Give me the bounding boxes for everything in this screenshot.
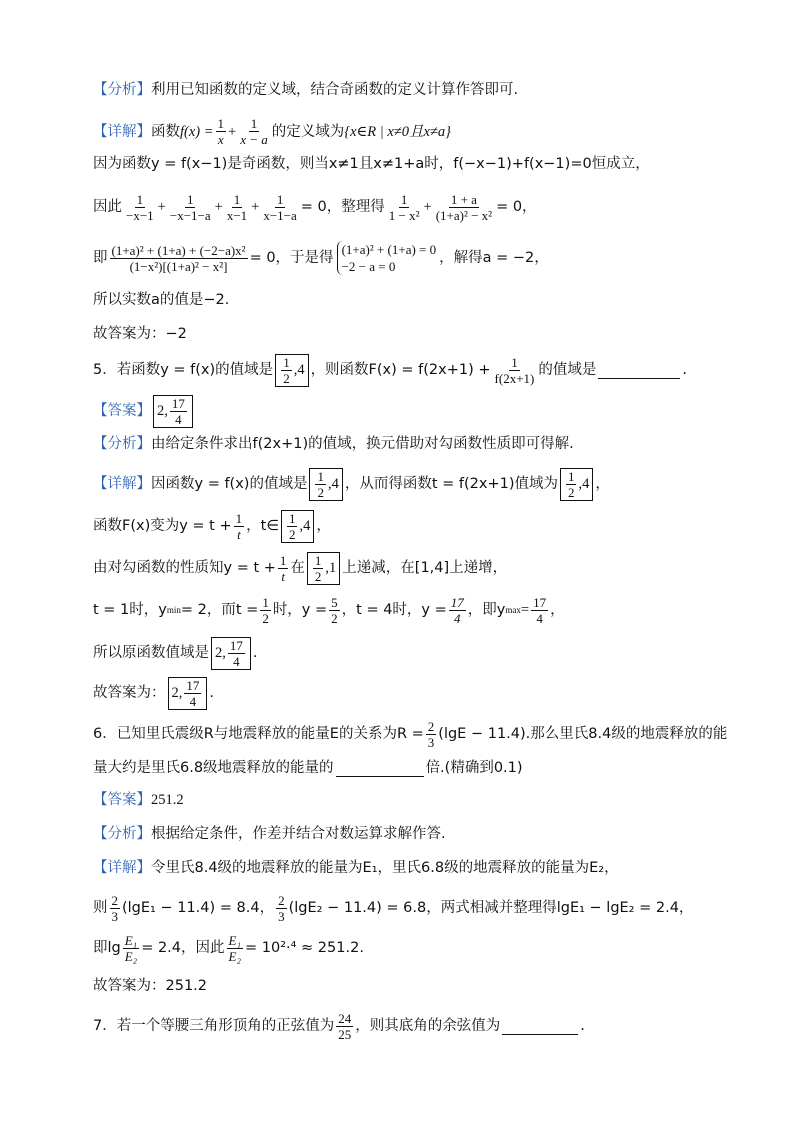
- math-text: 3: [111, 908, 118, 924]
- math-text: t: [281, 568, 285, 584]
- math-text: 1: [235, 510, 243, 526]
- math-text: E₂: [228, 948, 241, 964]
- math-text: 5: [331, 594, 338, 610]
- math-text: 1: [186, 191, 194, 207]
- p4-detail-2: 因为函数y = f(x−1)是奇函数，则当x≠1且x≠1+a时，f(−x−1)+f(x−1)=0恒成立，: [93, 156, 650, 172]
- math-text: ,4: [578, 476, 590, 492]
- q5-answer: [93, 396, 734, 426]
- q6-detail-1: 【详解】 令里氏8.4级的地震释放的能量为E₁，里氏6.8级的地震释放的能量为E₂，: [93, 860, 619, 876]
- math-text: 17: [171, 395, 185, 411]
- math-text: 1 − x²: [388, 207, 420, 223]
- math-text: min: [166, 605, 181, 615]
- math-text: (1+a)² + (1+a) + (−2−a)x²: [111, 242, 246, 258]
- analysis-tag: 【分析】: [93, 82, 151, 98]
- math-text: (1+a)² − x²: [435, 207, 493, 223]
- math-text: 1: [511, 354, 518, 370]
- fraction: [238, 116, 270, 147]
- q6-answer: [93, 790, 734, 810]
- math-text: [281, 510, 314, 543]
- answer-interval: [153, 395, 193, 428]
- math-text: 2: [278, 892, 285, 908]
- fraction: [260, 595, 271, 626]
- fraction: [566, 469, 577, 500]
- math-text: −x−1−a: [169, 207, 211, 223]
- fraction: [493, 355, 537, 386]
- math-text: 4: [536, 610, 543, 626]
- math-text: 1: [279, 552, 287, 568]
- fraction: [449, 595, 466, 626]
- fraction: [123, 933, 139, 964]
- fraction: [426, 719, 437, 750]
- detail-tag: 【详解】: [93, 123, 151, 140]
- math-text: x − a: [240, 132, 268, 147]
- q5-detail-4: t = 1时，y min = 2，而t = $\frac{1}{2}$ 时，y = $\frac{5}{2}$ ，t = 4时，y = $\frac{17}{4}$ ，即y max = $\frac{17}{4}$ ，: [93, 594, 565, 626]
- math-text: [560, 468, 593, 501]
- math-text: (1−x²)[(1+a)² − x²]: [129, 258, 228, 274]
- fraction: [276, 893, 287, 924]
- math-text: [168, 677, 208, 710]
- math-text: 1: [250, 116, 258, 131]
- math-text: 1: [276, 191, 284, 207]
- math-text: 1: [136, 191, 144, 207]
- math-text: 1: [217, 116, 225, 131]
- math-text: t: [237, 526, 241, 542]
- math-text: 4: [233, 653, 240, 669]
- math-text: 1 + a: [450, 191, 477, 207]
- fraction: [278, 553, 289, 584]
- q5-detail-2: 函数F(x)变为y = t + $\frac{1}{t}$ ，t∈ $\frac{1}{2}$ ,4 ，: [93, 510, 331, 542]
- fraction: [315, 469, 326, 500]
- q7-stem: 7．若一个等腰三角形顶角的正弦值为 $\frac{24}{25}$ ，则其底角的余弦值为 .: [93, 1010, 585, 1042]
- math-text: [211, 637, 251, 670]
- math-text: x−1: [226, 207, 248, 223]
- math-text: 3: [427, 734, 435, 750]
- fraction: [110, 243, 248, 274]
- math-text: x−1−a: [263, 207, 297, 223]
- math-text: 1: [233, 191, 241, 207]
- fraction: [387, 192, 422, 223]
- math-text: 2: [262, 610, 269, 626]
- math-text: [309, 468, 342, 501]
- fraction: [329, 595, 340, 626]
- math-text: f(2x+1): [494, 370, 535, 386]
- math-text: 1: [317, 468, 324, 484]
- math-text: ,4: [293, 362, 305, 378]
- math-text: 1: [314, 552, 322, 568]
- fraction: [281, 355, 292, 386]
- answer-tag: 【答案】: [93, 403, 151, 419]
- math-text: ,4: [327, 476, 339, 492]
- fraction: [225, 192, 249, 223]
- detail-tag: 【详解】: [93, 860, 151, 876]
- math-text: 1: [283, 354, 290, 370]
- math-text: 2: [331, 610, 338, 626]
- fraction: [336, 1011, 353, 1042]
- fraction: [227, 933, 243, 964]
- math-text: 251.2: [151, 792, 184, 808]
- q5-answer-line: 故答案为： 2, $\frac{17}{4}$ .: [93, 677, 214, 709]
- fraction: [434, 192, 494, 223]
- fraction: [168, 192, 213, 223]
- math-text: +: [157, 199, 166, 215]
- q6-stem-2: 量大约是里氏6.8级地震释放的能量的 倍.(精确到0.1): [93, 760, 523, 776]
- math-text: E₁: [228, 932, 241, 948]
- analysis-tag: 【分析】: [93, 826, 151, 842]
- math-text: ,1: [325, 560, 337, 576]
- fraction: [313, 553, 324, 584]
- math-text: (1+a)² + (1+a) = 0: [341, 242, 437, 257]
- math-text: 17: [229, 637, 243, 653]
- p4-detail-4: 即 $\frac{\text{(1+a)² + (1+a) + (−2−a)x²}}{\text{(1−x²)[(1+a)² − x²]}}$ = 0，于是得 (1+a)² + (1+a) = 0 −2 − a = 0 ，解得a = −2，: [93, 242, 549, 274]
- math-text: 2: [288, 526, 296, 542]
- fraction: [287, 511, 298, 542]
- math-text: 2,: [157, 403, 168, 419]
- fraction: [124, 192, 156, 223]
- math-text: 4: [454, 610, 461, 626]
- fraction: [234, 511, 245, 542]
- math-text: 24: [338, 1010, 352, 1026]
- fraction: [261, 192, 298, 223]
- math-text: E₁: [124, 932, 138, 948]
- p4-answer-line: 故答案为：−2: [93, 326, 187, 342]
- math-text: 2: [317, 484, 324, 500]
- math-text: 2,: [215, 645, 226, 661]
- math-text: 1: [262, 594, 269, 610]
- math-text: 3: [278, 908, 285, 924]
- math-text: {x∈R | x≠0且x≠a}: [344, 123, 451, 140]
- q6-stem-1: 6．已知里氏震级R与地震释放的能量E的关系为R = $\frac{2}{3}$ (lgE − 11.4).那么里氏8.4级的地震释放的能: [93, 718, 728, 750]
- q5-detail-3: 由对勾函数的性质知y = t + $\frac{1}{t}$ 在 $\frac{1}{2}$ ,1 上递减，在[1,4]上递增，: [93, 552, 508, 584]
- math-text: +: [214, 199, 223, 215]
- math-text: E₂: [124, 948, 138, 964]
- q6-answer-line: 故答案为：251.2: [93, 978, 208, 994]
- math-text: [307, 552, 340, 585]
- math-text: 2: [427, 718, 435, 734]
- math-text: 25: [338, 1026, 352, 1042]
- math-text: 2: [567, 484, 575, 500]
- equation-system: [337, 241, 437, 275]
- interval: [275, 354, 308, 387]
- math-text: −2 − a = 0: [341, 259, 396, 274]
- fraction: [170, 396, 187, 427]
- math-text: max: [505, 605, 521, 615]
- fraction: [228, 638, 245, 669]
- math-text: 17: [450, 594, 464, 610]
- math-text: 17: [186, 677, 200, 693]
- answer-blank[interactable]: [502, 1018, 578, 1035]
- fraction: [216, 116, 227, 147]
- answer-blank[interactable]: [336, 760, 424, 777]
- p4-detail-3: 因此 $\frac{1}{-x-1}$ + $\frac{1}{-x-1-a}$ + $\frac{1}{x-1}$ + $\frac{1}{x-1-a}$ = 0，整理得 $\frac{1}{\text{1 − x²}}$ + $\frac{1 + a}{\text{(1+a)² − x²}}$ = 0，: [93, 191, 537, 223]
- q6-analysis: 【分析】 根据给定条件，作差并结合对数运算求解作答.: [93, 826, 446, 842]
- math-text: 2: [283, 370, 290, 386]
- math-text: +: [423, 199, 432, 215]
- fraction: [184, 678, 201, 709]
- q5-detail-1: 【详解】 因函数y = f(x)的值域是 $\frac{1}{2}$ ,4 ，从而得函数t = f(2x+1)值域为 $\frac{1}{2}$ ,4 ，: [93, 468, 610, 500]
- detail-tag: 【详解】: [93, 476, 151, 492]
- answer-tag: 【答案】: [93, 792, 151, 808]
- p4-detail-5: 所以实数a的值是−2.: [93, 292, 230, 308]
- math-text: 2,: [171, 685, 183, 701]
- math-text: 2: [314, 568, 322, 584]
- math-text: +: [228, 123, 237, 140]
- analysis-tag: 【分析】: [93, 436, 151, 452]
- p4-analysis: 【分析】 利用已知函数的定义域，结合奇函数的定义计算作答即可.: [93, 82, 519, 98]
- fraction: [531, 595, 548, 626]
- math-text: 1: [567, 468, 575, 484]
- math-text: x: [217, 132, 224, 147]
- math-text: 1: [400, 191, 408, 207]
- math-text: ,4: [299, 518, 311, 534]
- fraction: [110, 893, 121, 924]
- math-text: f(x) =: [180, 123, 214, 140]
- math-text: 17: [533, 594, 547, 610]
- answer-blank[interactable]: [598, 362, 680, 379]
- math-text: =: [520, 602, 530, 618]
- q6-detail-3: 即lg $\frac{\text{E₁}}{\text{E₂}}$ = 2.4，因此 $\frac{\text{E₁}}{\text{E₂}}$ = 10²·⁴ ≈ 251.2.: [93, 932, 364, 964]
- q5-stem: 5．若函数y = f(x)的值域是 $\frac{1}{2}$ ,4 ，则函数F(x) = f(2x+1) + $\frac{1}{f(2x+1)}$ 的值域是 .: [93, 354, 687, 386]
- math-text: 4: [189, 693, 197, 709]
- math-text: −x−1: [126, 207, 154, 223]
- math-text: 1: [288, 510, 296, 526]
- q6-detail-2: 则 $\frac{2}{3}$ (lgE₁ − 11.4) = 8.4， $\frac{2}{3}$ (lgE₂ − 11.4) = 6.8，两式相减并整理得lgE₁ − lgE₂ = 2.4，: [93, 892, 694, 924]
- p4-detail-1: 【详解】 函数 f(x) = $\frac{1}{x}$ + $\frac{1}{x - a}$ 的定义域为 {x∈R | x≠0且x≠a}: [93, 116, 451, 147]
- math-text: 4: [175, 411, 182, 427]
- math-text: 2: [111, 892, 118, 908]
- q5-detail-5: 所以原函数值域是 2, $\frac{17}{4}$ .: [93, 637, 258, 669]
- math-text: +: [251, 199, 260, 215]
- q5-analysis: 【分析】 由给定条件求出f(2x+1)的值域，换元借助对勾函数性质即可得解.: [93, 436, 574, 452]
